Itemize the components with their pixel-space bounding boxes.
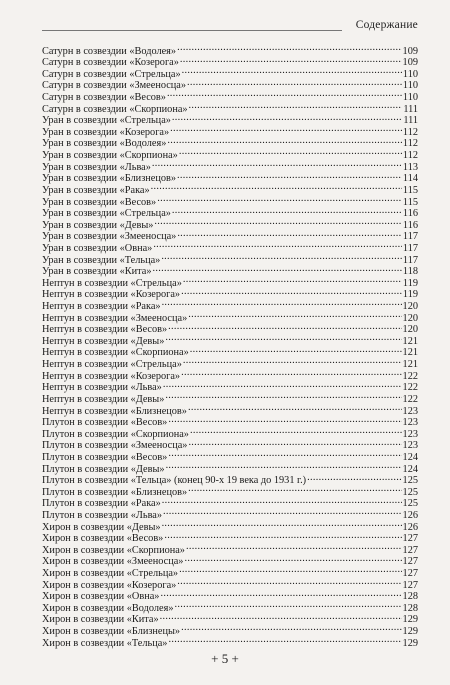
toc-entry-page: 117 — [402, 254, 418, 266]
dot-leader — [180, 54, 402, 66]
dot-leader — [172, 112, 402, 124]
toc-entry-page: 129 — [402, 614, 418, 626]
toc-entry-page: 111 — [403, 115, 418, 127]
toc-entry-title: Сатурн в созвездии «Стрельца» — [42, 68, 181, 80]
toc-entry-page: 125 — [402, 486, 418, 498]
toc-entry-title: Нептун в созвездии «Льва» — [42, 382, 162, 394]
toc-entry-title: Плутон в созвездии «Весов» — [42, 451, 168, 463]
toc-entry-title: Уран в созвездии «Водолея» — [42, 138, 167, 150]
toc-entry-title: Хирон в созвездии «Змееносца» — [42, 556, 184, 568]
toc-entry-page: 129 — [402, 626, 418, 638]
toc-entry-title: Хирон в созвездии «Девы» — [42, 521, 161, 533]
toc-entry-title: Нептун в созвездии «Козерога» — [42, 370, 181, 382]
dot-leader — [168, 321, 401, 333]
toc-entry-title: Хирон в созвездии «Тельца» — [42, 637, 168, 649]
toc-entry-title: Плутон в созвездии «Весов» — [42, 417, 168, 429]
dot-leader — [153, 239, 402, 251]
toc-entry-page: 110 — [402, 80, 418, 92]
toc-entry-page: 127 — [402, 556, 418, 568]
toc-entry-page: 123 — [402, 428, 418, 440]
toc-entry-page: 123 — [402, 405, 418, 417]
toc-entry-page: 120 — [402, 312, 418, 324]
toc-entry-page: 122 — [402, 370, 418, 382]
page-number: + 5 + — [211, 651, 239, 666]
toc-entry-title: Нептун в созвездии «Девы» — [42, 393, 165, 405]
dot-leader — [162, 518, 402, 530]
dot-leader — [177, 42, 401, 54]
dot-leader — [165, 390, 401, 402]
toc-entry-title: Уран в созвездии «Весов» — [42, 196, 157, 208]
toc-entry-page: 120 — [402, 301, 418, 313]
toc-entry-page: 125 — [402, 498, 418, 510]
toc-entry-page: 117 — [402, 242, 418, 254]
dot-leader — [162, 297, 402, 309]
toc-entry-page: 113 — [402, 161, 418, 173]
dot-leader — [189, 100, 403, 112]
toc-entry-title: Уран в созвездии «Змееносца» — [42, 231, 177, 243]
toc-entry-page: 126 — [402, 521, 418, 533]
toc-entry-page: 127 — [402, 544, 418, 556]
toc-entry-title: Хирон в созвездии «Овна» — [42, 591, 160, 603]
toc-entry-title: Нептун в созвездии «Рака» — [42, 301, 161, 313]
table-of-contents — [42, 42, 418, 649]
toc-entry-page: 115 — [402, 196, 418, 208]
toc-entry-page: 110 — [402, 92, 418, 104]
dot-leader — [174, 599, 401, 611]
toc-entry-title: Уран в созвездии «Козерога» — [42, 126, 170, 138]
toc-entry-page: 127 — [402, 579, 418, 591]
toc-entry-page: 116 — [402, 208, 418, 220]
dot-leader — [186, 541, 402, 553]
dot-leader — [166, 460, 402, 472]
toc-entry-title: Сатурн в созвездии «Козерога» — [42, 57, 179, 69]
dot-leader — [181, 367, 401, 379]
toc-entry-page: 122 — [402, 382, 418, 394]
toc-entry-title: Плутон в созвездии «Льва» — [42, 509, 163, 521]
toc-entry-title: Уран в созвездии «Близнецов» — [42, 173, 177, 185]
toc-entry-page: 112 — [402, 150, 418, 162]
dot-leader — [153, 263, 402, 275]
toc-entry-page: 129 — [402, 637, 418, 649]
toc-entry-title: Уран в созвездии «Стрельца» — [42, 115, 171, 127]
toc-entry-title: Нептун в созвездии «Девы» — [42, 335, 165, 347]
dot-leader — [179, 564, 401, 576]
toc-entry-page: 119 — [402, 277, 418, 289]
toc-entry-page: 120 — [402, 324, 418, 336]
dot-leader — [167, 135, 402, 147]
toc-entry-page: 109 — [402, 57, 418, 69]
dot-leader — [177, 228, 402, 240]
dot-leader — [188, 437, 401, 449]
dot-leader — [163, 506, 402, 518]
toc-entry-title: Сатурн в созвездии «Змееносца» — [42, 80, 187, 92]
toc-entry-title: Нептун в созвездии «Близнецов» — [42, 405, 187, 417]
dot-leader — [190, 344, 402, 356]
toc-entry-title: Сатурн в созвездии «Скорпиона» — [42, 103, 188, 115]
toc-entry-page: 127 — [402, 533, 418, 545]
dot-leader — [177, 576, 401, 588]
toc-entry-title: Уран в созвездии «Скорпиона» — [42, 150, 178, 162]
toc-entry-title: Плутон в созвездии «Рака» — [42, 498, 161, 510]
toc-entry-page: 121 — [402, 335, 418, 347]
dot-leader — [162, 495, 402, 507]
dot-leader — [168, 448, 401, 460]
toc-entry-page: 128 — [402, 602, 418, 614]
toc-entry-page: 122 — [402, 393, 418, 405]
dot-leader — [179, 146, 402, 158]
toc-entry-title: Уран в созвездии «Кита» — [42, 266, 152, 278]
toc-entry-page: 124 — [402, 451, 418, 463]
toc-entry-page: 118 — [402, 266, 418, 278]
dot-leader — [168, 634, 401, 646]
toc-entry-title: Плутон в созвездии «Девы» — [42, 463, 165, 475]
toc-entry-title: Хирон в созвездии «Скорпиона» — [42, 544, 185, 556]
dot-leader — [152, 158, 402, 170]
toc-entry-page: 123 — [402, 440, 418, 452]
toc-entry-page: 112 — [402, 138, 418, 150]
toc-entry-page: 115 — [402, 184, 418, 196]
dot-leader — [183, 355, 402, 367]
dot-leader — [184, 553, 401, 565]
toc-entry-page: 123 — [402, 417, 418, 429]
toc-entry-title: Уран в созвездии «Льва» — [42, 161, 151, 173]
toc-entry-title: Хирон в созвездии «Весов» — [42, 533, 164, 545]
toc-entry-title: Сатурн в созвездии «Весов» — [42, 92, 166, 104]
toc-entry-title: Хирон в созвездии «Стрельца» — [42, 568, 179, 580]
toc-entry-page: 119 — [402, 289, 418, 301]
toc-entry-title: Хирон в созвездии «Козерога» — [42, 579, 177, 591]
toc-entry-title: Хирон в созвездии «Близнецы» — [42, 626, 181, 638]
toc-entry-title: Плутон в созвездии «Тельца» (конец 90-х 19 века до 1931 г.) — [42, 475, 307, 487]
toc-entry-page: 126 — [402, 509, 418, 521]
dot-leader — [177, 170, 402, 182]
toc-entry-title: Нептун в созвездии «Стрельца» — [42, 277, 182, 289]
toc-entry-title: Хирон в созвездии «Водолея» — [42, 602, 174, 614]
toc-entry-page: 117 — [402, 231, 418, 243]
dot-leader — [163, 379, 402, 391]
toc-entry-page: 116 — [402, 219, 418, 231]
toc-entry-title: Нептун в созвездии «Стрельца» — [42, 359, 182, 371]
toc-entry-title: Нептун в созвездии «Козерога» — [42, 289, 181, 301]
dot-leader — [160, 588, 401, 600]
dot-leader — [188, 483, 401, 495]
dot-leader — [170, 123, 402, 135]
toc-entry-page: 109 — [402, 45, 418, 57]
dot-leader — [157, 193, 402, 205]
toc-entry-page: 127 — [402, 568, 418, 580]
toc-entry-title: Уран в созвездии «Стрельца» — [42, 208, 171, 220]
dot-leader — [181, 286, 402, 298]
dot-leader — [172, 205, 402, 217]
dot-leader — [307, 472, 401, 484]
toc-entry-page: 112 — [402, 126, 418, 138]
dot-leader — [187, 77, 402, 89]
dot-leader — [182, 65, 402, 77]
toc-entry-page: 111 — [403, 103, 418, 115]
toc-entry-title: Нептун в созвездии «Весов» — [42, 324, 168, 336]
toc-entry-page: 121 — [402, 359, 418, 371]
dot-leader — [161, 251, 402, 263]
running-header: Содержание — [355, 19, 418, 31]
dot-leader — [188, 402, 402, 414]
toc-entry-title: Нептун в созвездии «Скорпиона» — [42, 347, 189, 359]
dot-leader — [167, 88, 402, 100]
toc-entry-title: Уран в созвездии «Рака» — [42, 184, 150, 196]
toc-entry-page: 125 — [402, 475, 418, 487]
dot-leader — [168, 414, 401, 426]
dot-leader — [188, 309, 401, 321]
dot-leader — [154, 216, 402, 228]
toc-entry-title: Хирон в созвездии «Кита» — [42, 614, 159, 626]
toc-entry-title: Плутон в созвездии «Близнецов» — [42, 486, 188, 498]
toc-entry-title: Уран в созвездии «Тельца» — [42, 254, 161, 266]
toc-entry[interactable] — [42, 42, 418, 57]
dot-leader — [160, 611, 402, 623]
dot-leader — [183, 274, 402, 286]
toc-entry-title: Плутон в созвездии «Змееносца» — [42, 440, 188, 452]
toc-entry-page: 110 — [402, 68, 418, 80]
toc-entry-page: 114 — [402, 173, 418, 185]
toc-entry-title: Уран в созвездии «Овна» — [42, 242, 153, 254]
toc-entry-title: Сатурн в созвездии «Водолея» — [42, 45, 177, 57]
dot-leader — [181, 622, 401, 634]
header-rule — [42, 30, 342, 31]
dot-leader — [151, 181, 402, 193]
dot-leader — [165, 332, 401, 344]
toc-entry-page: 128 — [402, 591, 418, 603]
dot-leader — [164, 530, 401, 542]
toc-entry-title: Уран в созвездии «Девы» — [42, 219, 154, 231]
toc-entry-title: Плутон в созвездии «Скорпиона» — [42, 428, 189, 440]
dot-leader — [190, 425, 402, 437]
toc-entry-page: 121 — [402, 347, 418, 359]
toc-entry-title: Нептун в созвездии «Змееносца» — [42, 312, 188, 324]
toc-entry-page: 124 — [402, 463, 418, 475]
